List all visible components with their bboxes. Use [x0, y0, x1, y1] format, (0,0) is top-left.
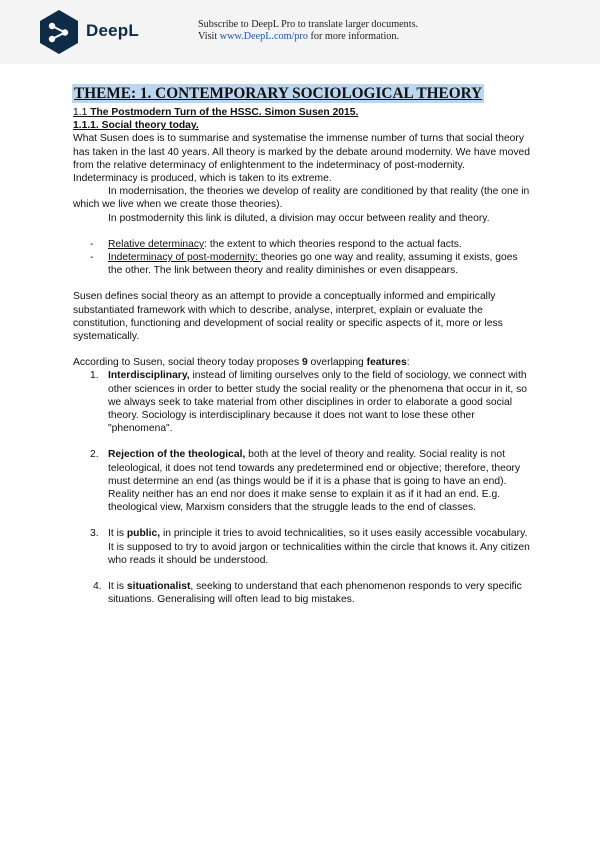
feature-item-1: 1. Interdisciplinary, instead of limiting ourselves only to the field of sociology, we connect with other sciences in order to better study the social reality or the phenomena that occur in it, so we always seek to take material from other disciplines in order to elaborate a good social theory. Sociology is interdisciplinary because it does not want to lose these other "phenomena".: [90, 370, 527, 435]
list-item: - Relative determinacy: the extent to which theories respond to the actual facts.: [90, 238, 462, 250]
deepl-banner: [0, 0, 600, 64]
document-body: [73, 84, 533, 607]
deepl-logo-icon: [38, 9, 80, 55]
list-item: - Indeterminacy of post-modernity: theories go one way and reality, assuming it exists, goes the other. The link between theory and reality diminishes or even disappears.: [90, 252, 518, 277]
feature-item-2: 2. Rejection of the theological, both at the level of theory and reality. Social reality is not teleological, it does not tend towards any predetermined end or objective; therefore, theory must determine an end (as things would be if it is a phase that is going to have an end). Reality neither has an end nor does it make sense to explain it as if it had an end. E.g. theological view, Marxism considers that the struggle leads to the end of classes.: [90, 449, 521, 514]
deepl-brand: DeepL: [86, 21, 139, 40]
definition-paragraph: Susen defines social theory as an attempt to provide a conceptually informed and empirically substantiated framework with which to describe, analyse, interpret, explain or evaluate the constitution, functioning and development of social reality or specific aspects of it, more or less systematically.: [73, 291, 503, 343]
features-intro: According to Susen, social theory today proposes 9 overlapping features:: [73, 357, 410, 369]
promo-text: [198, 19, 418, 43]
promo-line-2: Visit www.DeepL.com/pro for more information.: [198, 31, 400, 42]
deepl-pro-link[interactable]: www.DeepL.com/pro: [219, 31, 308, 42]
indeterminacy-line: Indeterminacy is produced, which is taken to its extreme.: [73, 173, 332, 185]
modernisation-paragraph: In modernisation, the theories we develop of reality are conditioned by that reality (the one in which we live when we create those theories).: [73, 186, 530, 211]
subsection-heading: 1.1.1. Social theory today.: [73, 120, 199, 132]
intro-paragraph: What Susen does is to summarise and systematise the immense number of turns that social theory has taken in the last 40 years. All theory is marked by the debate around modernity. We have moved from the relative determinacy of enlightenment to the indeterminacy of post-modernity.: [73, 133, 530, 171]
theme-title: THEME: 1. CONTEMPORARY SOCIOLOGICAL THEORY: [74, 85, 483, 102]
postmodernity-paragraph: In postmodernity this link is diluted, a division may occur between reality and theory.: [108, 212, 490, 224]
promo-line-1: Subscribe to DeepL Pro to translate larger documents.: [198, 19, 419, 30]
feature-item-3: 3. It is public, in principle it tries to avoid technicalities, so it uses easily accessible vocabulary. It is supposed to try to avoid jargon or technicalities within the circle that knows it. Any citizen who reads it should be understood.: [90, 528, 530, 566]
section-heading: 1.1 The Postmodern Turn of the HSSC. Simon Susen 2015.: [73, 107, 359, 118]
feature-item-4: 4. It is situationalist, seeking to understand that each phenomenon responds to very specific situations. Generalising will often lead to big mistakes.: [93, 581, 522, 606]
determinacy-list: [73, 238, 533, 278]
